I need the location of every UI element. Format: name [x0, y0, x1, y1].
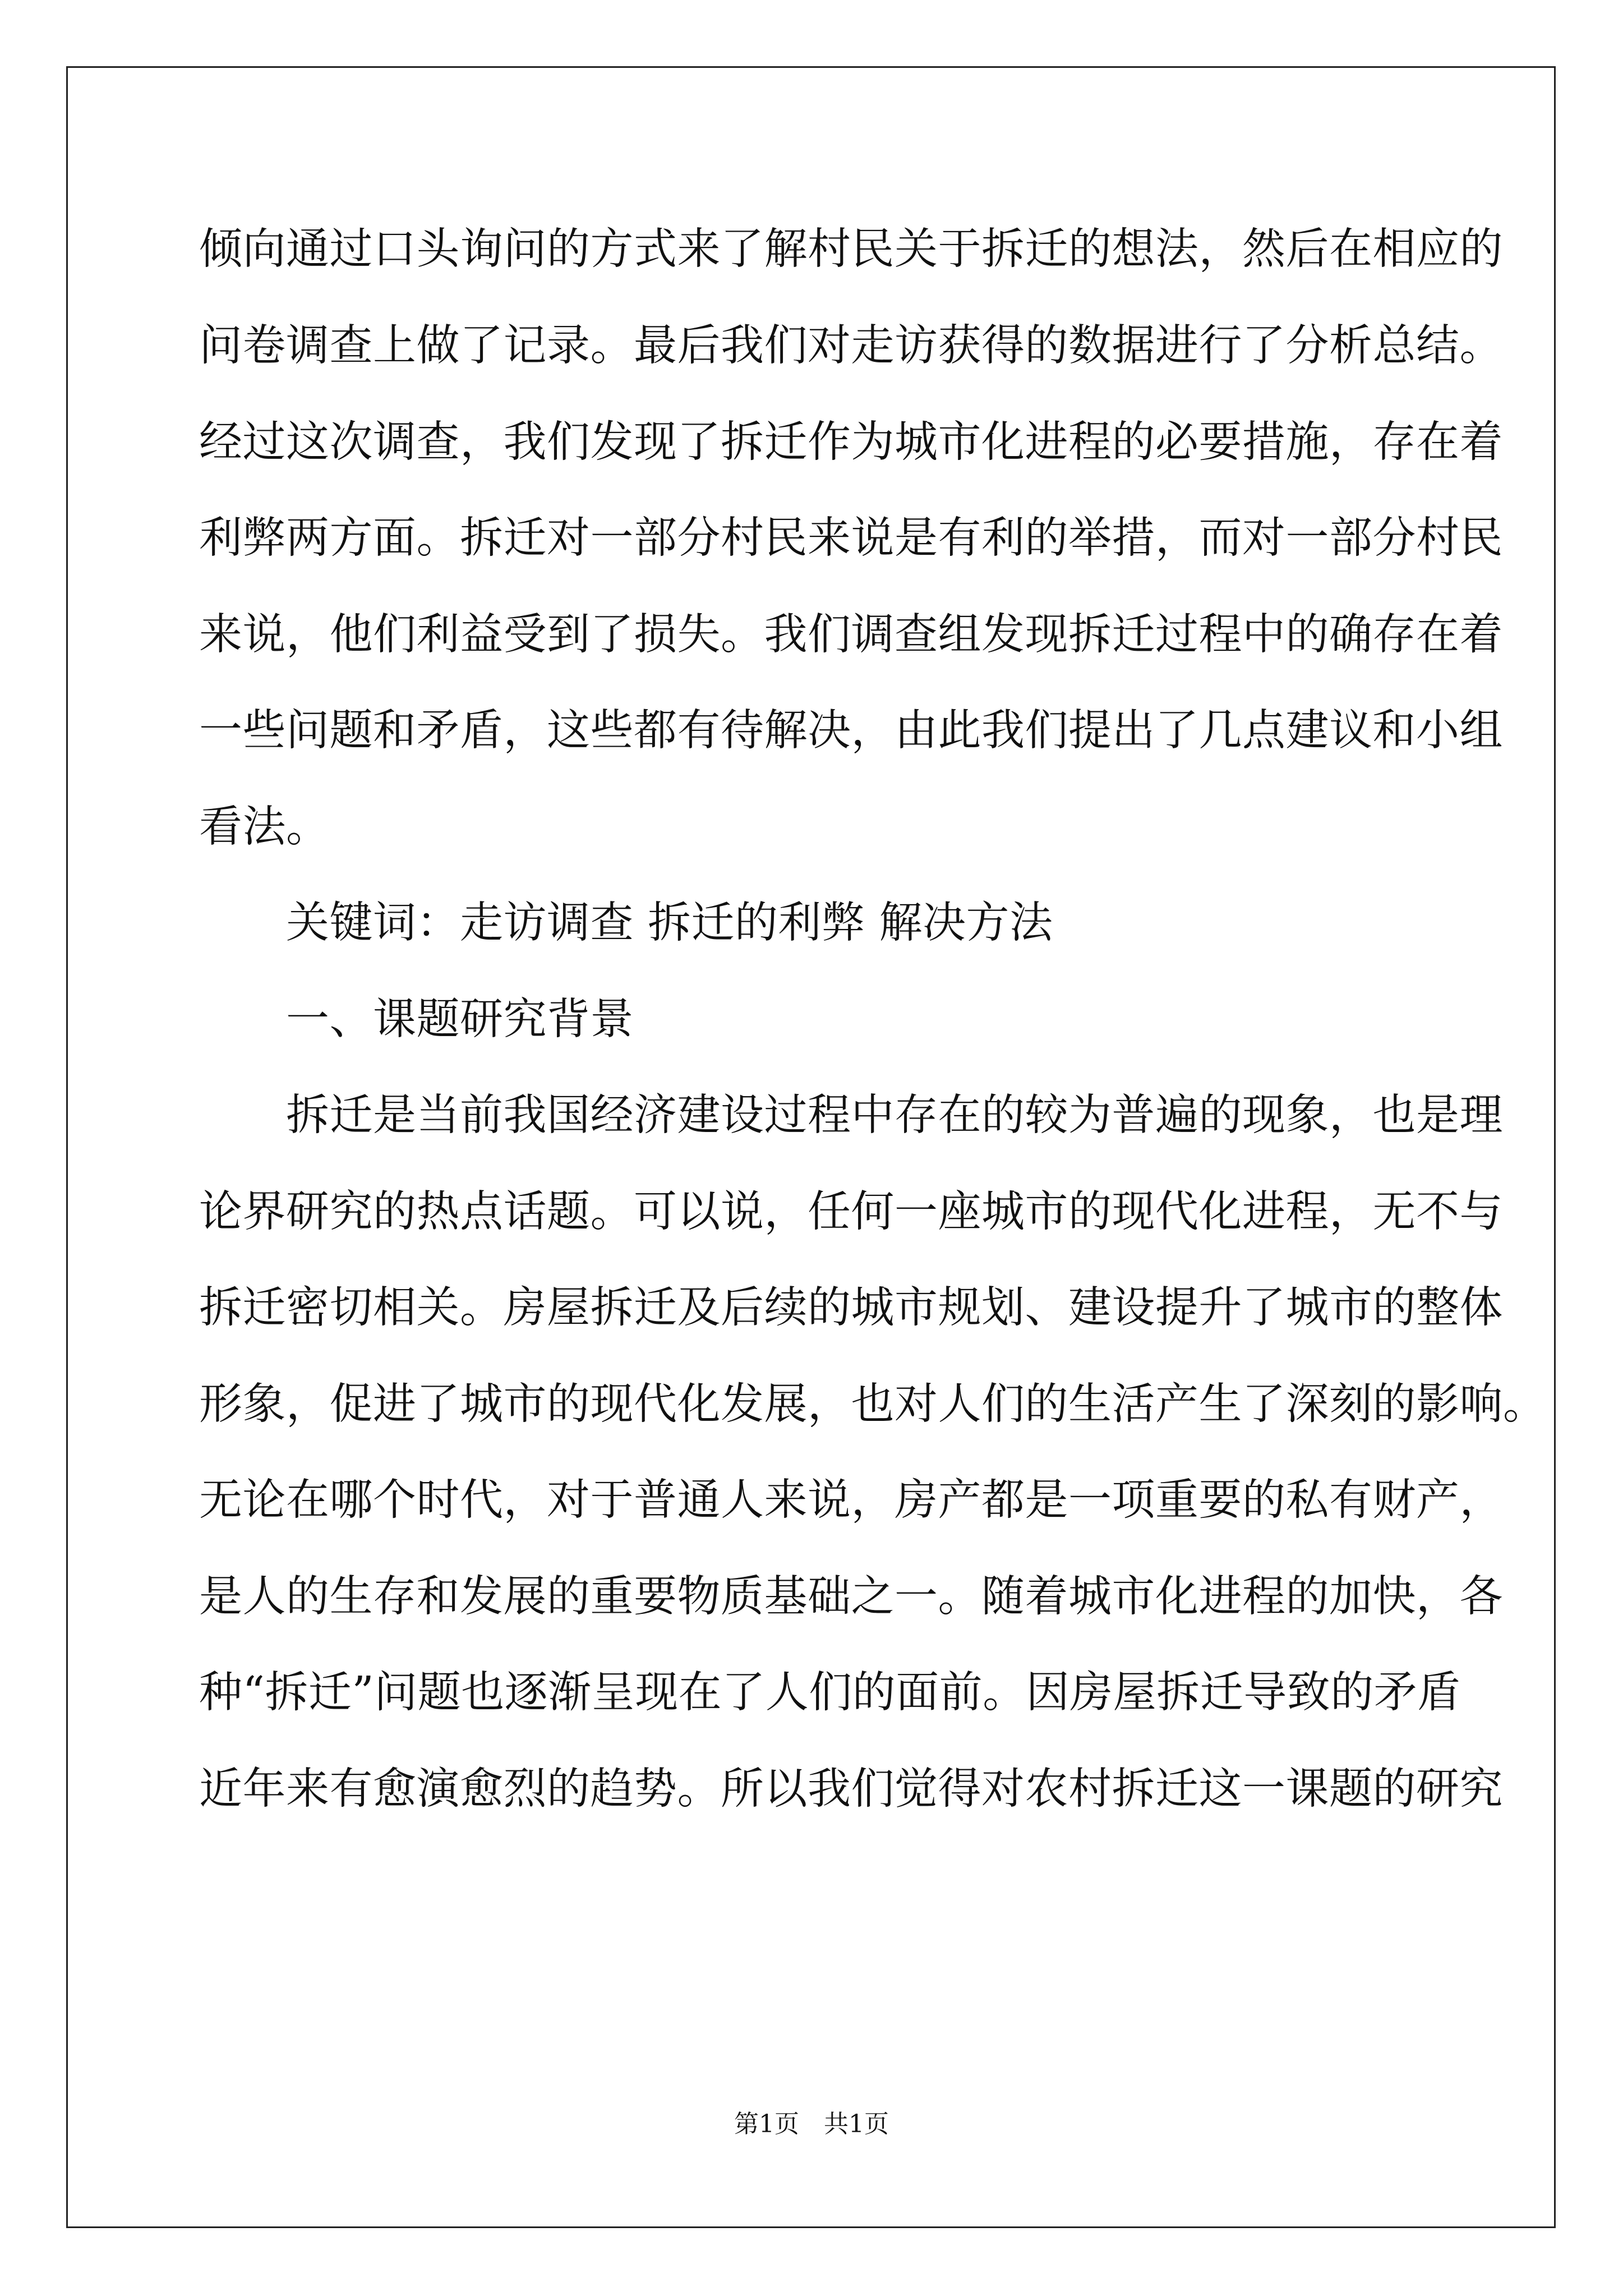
paragraph-line: 形象，促进了城市的现代化发展，也对人们的生活产生了深刻的影响。	[199, 1379, 1547, 1429]
paragraph-line: 经过这次调查，我们发现了拆迁作为城市化进程的必要措施，存在着	[199, 417, 1503, 467]
page-border	[66, 66, 1556, 2228]
section-heading: 一、课题研究背景	[199, 995, 634, 1045]
page-indicator: 第1页 共1页	[734, 2110, 889, 2138]
paragraph-line: 拆迁密切相关。房屋拆迁及后续的城市规划、建设提升了城市的整体	[199, 1283, 1503, 1333]
paragraph-line: 一些问题和矛盾，这些都有待解决，由此我们提出了几点建议和小组	[199, 706, 1503, 756]
paragraph-line: 无论在哪个时代，对于普通人来说，房产都是一项重要的私有财产，	[199, 1475, 1503, 1525]
keywords-line: 关键词：走访调查 拆迁的利弊 解决方法	[199, 898, 1053, 948]
paragraph-line: 论界研究的热点话题。可以说，任何一座城市的现代化进程，无不与	[199, 1187, 1503, 1237]
paragraph-line: 问卷调查上做了记录。最后我们对走访获得的数据进行了分析总结。	[199, 321, 1503, 371]
paragraph-line: 倾向通过口头询问的方式来了解村民关于拆迁的想法，然后在相应的	[199, 224, 1503, 274]
paragraph-line: 拆迁是当前我国经济建设过程中存在的较为普遍的现象，也是理	[199, 1091, 1503, 1140]
paragraph-line: 近年来有愈演愈烈的趋势。所以我们觉得对农村拆迁这一课题的研究	[199, 1764, 1503, 1814]
paragraph-line: 利弊两方面。拆迁对一部分村民来说是有利的举措，而对一部分村民	[199, 513, 1503, 563]
paragraph-line: 种“拆迁”问题也逐渐呈现在了人们的面前。因房屋拆迁导致的矛盾	[199, 1668, 1461, 1718]
paragraph-line: 看法。	[199, 802, 330, 852]
paragraph-line: 来说，他们利益受到了损失。我们调查组发现拆迁过程中的确存在着	[199, 610, 1503, 660]
paragraph-line: 是人的生存和发展的重要物质基础之一。随着城市化进程的加快，各	[199, 1572, 1503, 1622]
